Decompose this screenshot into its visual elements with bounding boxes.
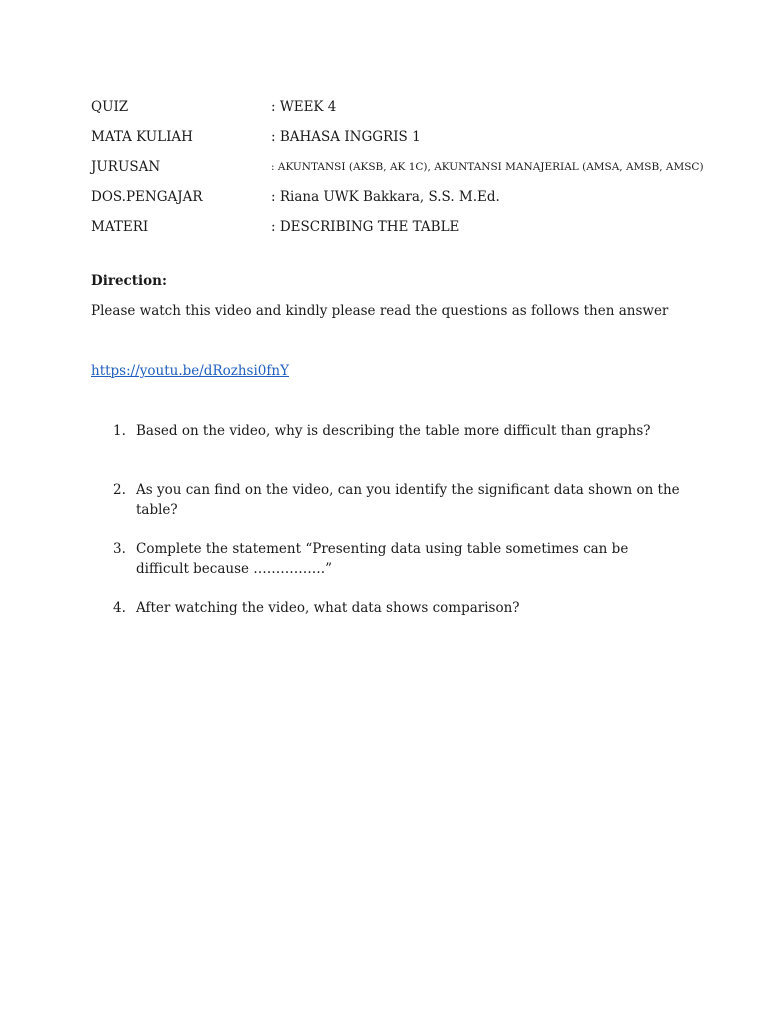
- question-text: Complete the statement “Presenting data using table sometimes can be difficult because …………….”: [136, 541, 629, 577]
- header-row-materi: [91, 212, 681, 242]
- header-row-quiz: [91, 92, 681, 122]
- header-row-mata-kuliah: [91, 122, 681, 152]
- question-item: [91, 539, 681, 579]
- header-row-dos-pengajar: [91, 182, 681, 212]
- header-value: : BAHASA INGGRIS 1: [271, 129, 421, 145]
- header-label: QUIZ: [91, 99, 129, 115]
- question-number: 4.: [113, 600, 126, 616]
- header-value: : AKUNTANSI (AKSB, AK 1C), AKUNTANSI MANAJERIAL (AMSA, AMSB, AMSC): [271, 161, 704, 173]
- question-item: [91, 480, 681, 520]
- quiz-header: [91, 92, 704, 242]
- document-page: [91, 92, 704, 618]
- question-text: As you can find on the video, can you identify the significant data shown on the table?: [136, 482, 680, 518]
- question-number: 1.: [113, 423, 126, 439]
- question-number: 3.: [113, 541, 126, 557]
- question-item: [91, 421, 681, 441]
- video-link[interactable]: https://youtu.be/dRozhsi0fnY: [91, 363, 289, 379]
- header-value: : Riana UWK Bakkara, S.S. M.Ed.: [271, 189, 500, 205]
- question-text: After watching the video, what data shows comparison?: [136, 600, 520, 616]
- header-label: MATERI: [91, 219, 149, 235]
- header-label: MATA KULIAH: [91, 129, 193, 145]
- question-list: [91, 421, 681, 618]
- question-number: 2.: [113, 482, 126, 498]
- question-text: Based on the video, why is describing the table more difficult than graphs?: [136, 423, 651, 439]
- header-label: DOS.PENGAJAR: [91, 189, 203, 205]
- direction-text: Please watch this video and kindly please read the questions as follows then answer: [91, 303, 669, 319]
- header-value: : DESCRIBING THE TABLE: [271, 219, 460, 235]
- direction-heading: Direction:: [91, 273, 167, 289]
- header-value: : WEEK 4: [271, 99, 337, 115]
- question-item: [91, 598, 681, 618]
- header-label: JURUSAN: [91, 159, 161, 175]
- header-row-jurusan: [91, 152, 704, 182]
